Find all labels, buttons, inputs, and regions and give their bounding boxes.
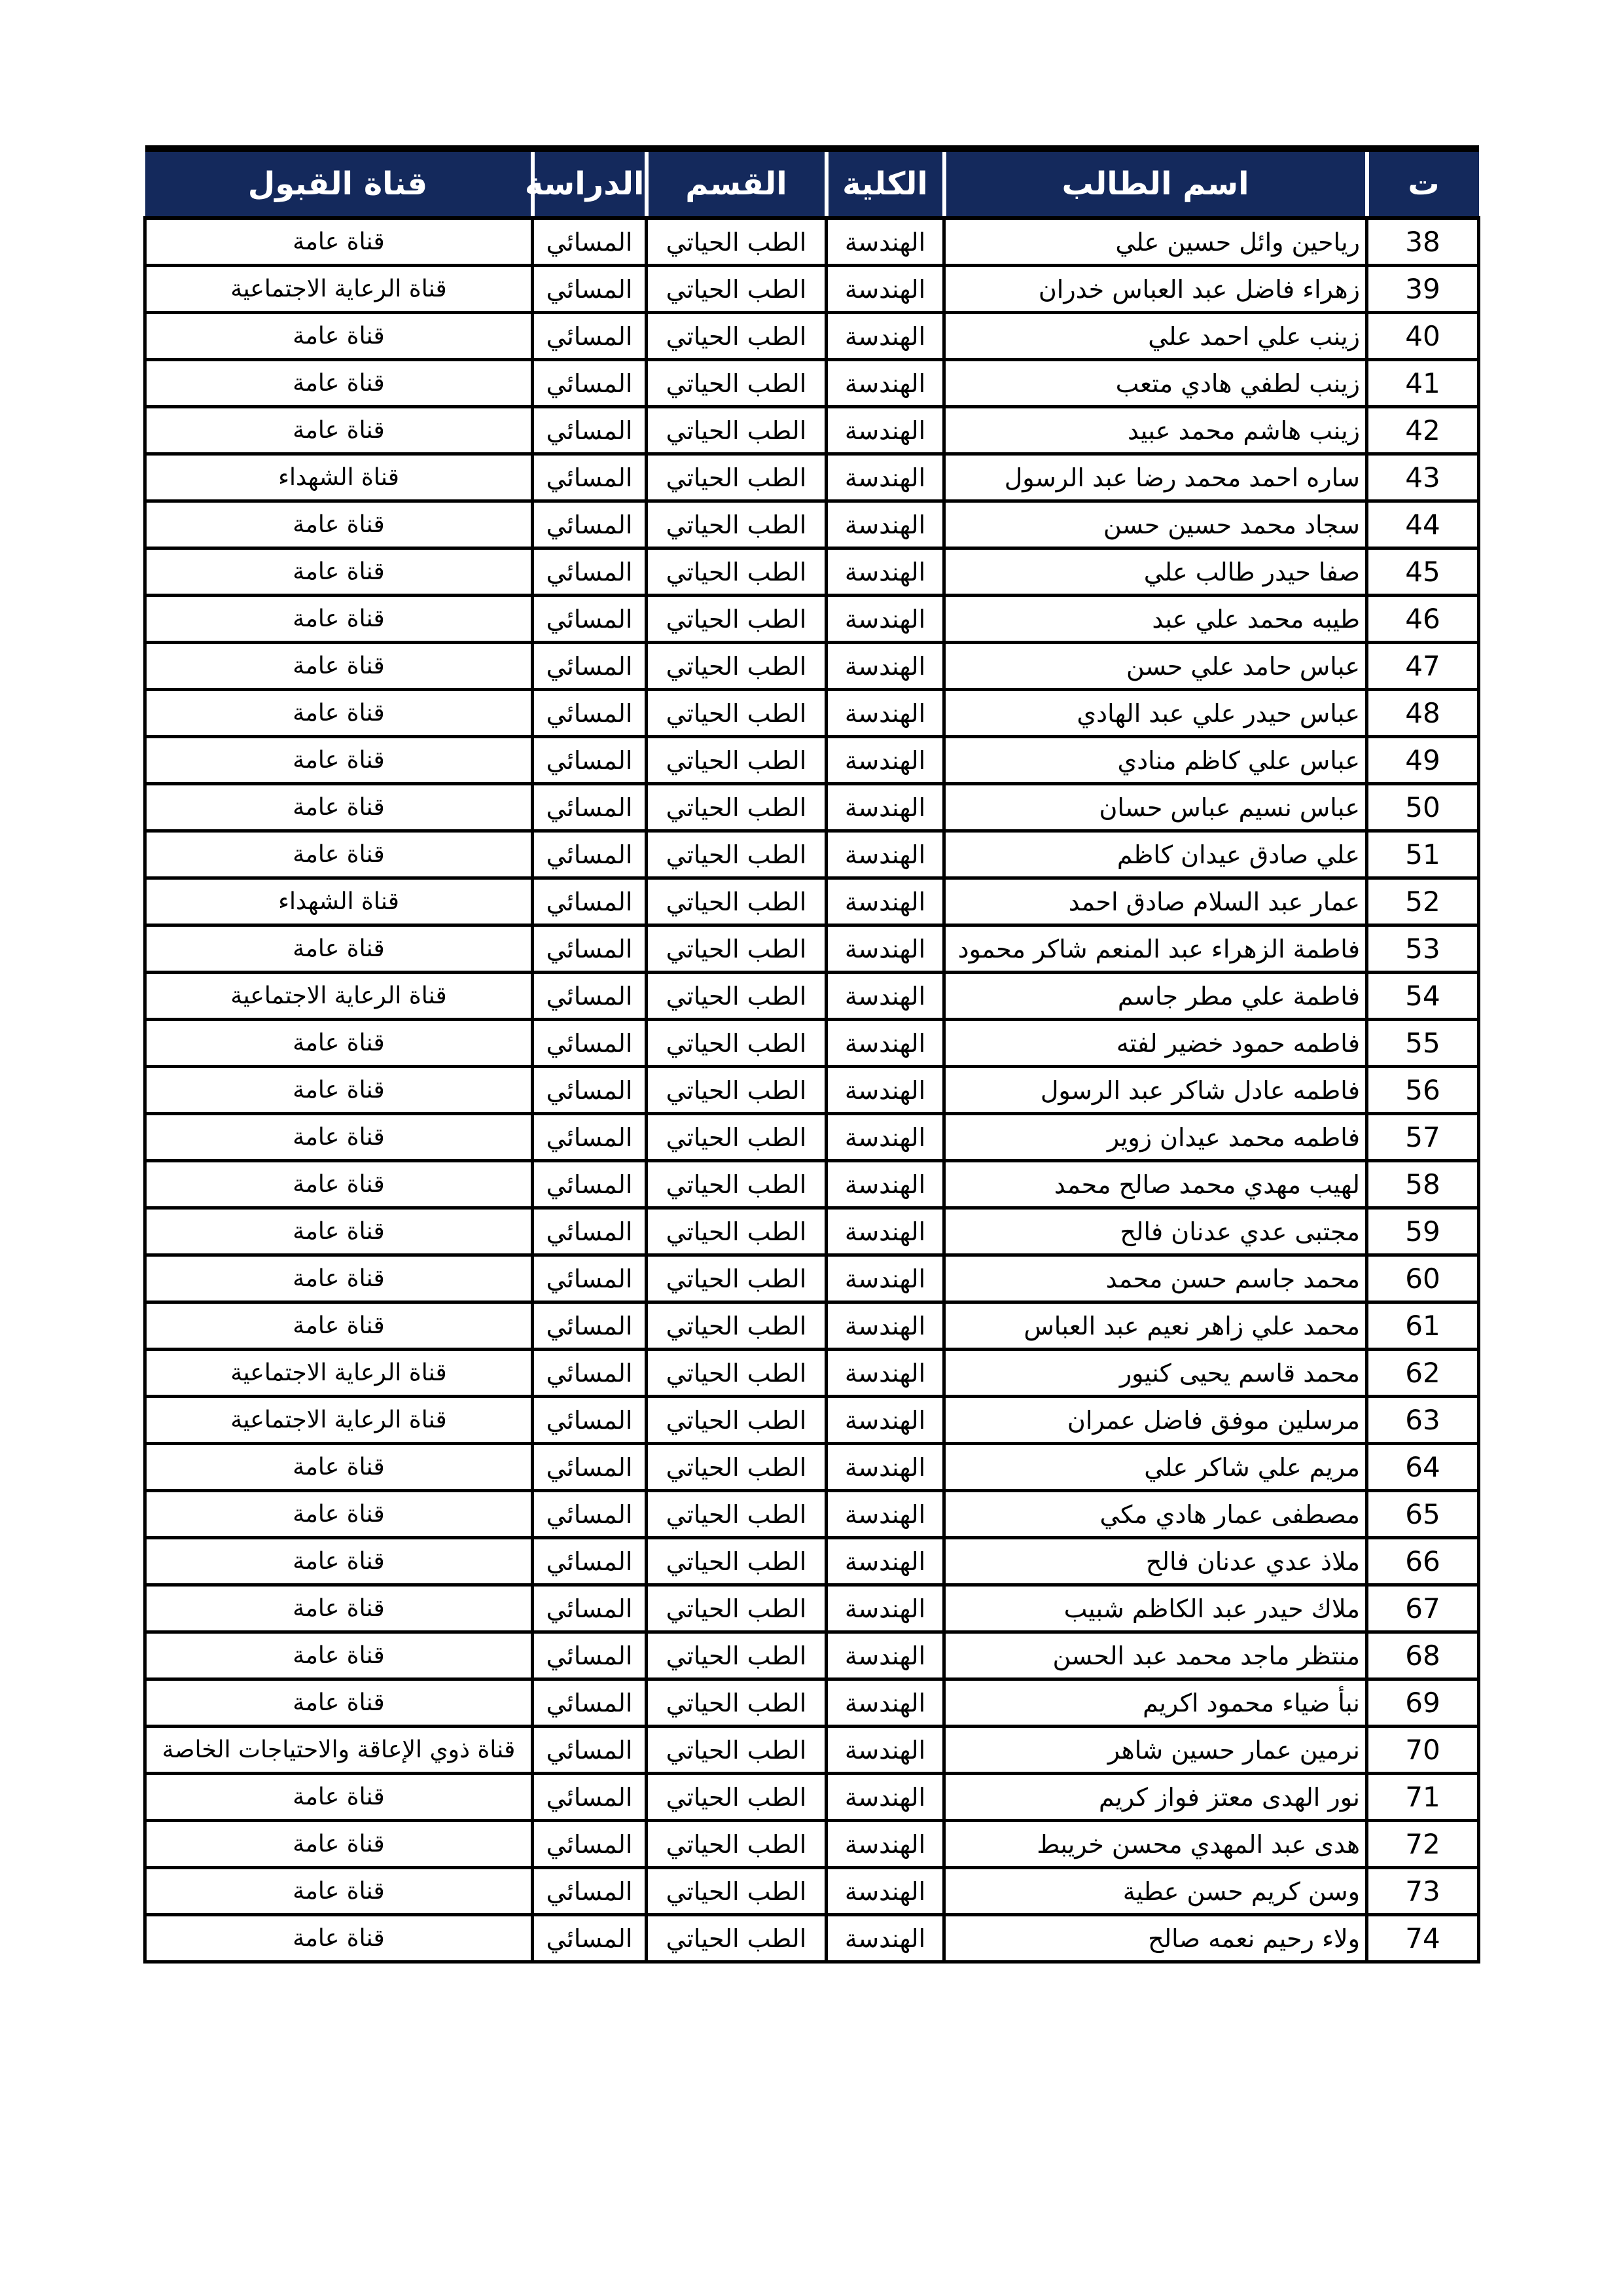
cell-dept: الطب الحياتي [647,1632,827,1679]
cell-no: 43 [1367,454,1479,501]
table-row [145,1067,1479,1114]
cell-dept: الطب الحياتي [647,266,827,313]
cell-student-name: محمد علي زاهر نعيم عبد العباس [944,1302,1367,1350]
cell-no: 41 [1367,360,1479,407]
cell-channel: قناة عامة [145,1585,533,1632]
cell-student-name: فاطمه عادل شاكر عبد الرسول [944,1067,1367,1114]
cell-dept: الطب الحياتي [647,1915,827,1962]
cell-college: الهندسة [827,831,944,878]
cell-dept: الطب الحياتي [647,643,827,690]
cell-no: 50 [1367,784,1479,831]
cell-student-name: فاطمه حمود خضير لفته [944,1020,1367,1067]
cell-dept: الطب الحياتي [647,218,827,266]
cell-study: المسائي [533,1727,647,1774]
table-row [145,1821,1479,1868]
cell-college: الهندسة [827,973,944,1020]
table-row [145,1161,1479,1208]
cell-no: 53 [1367,925,1479,973]
cell-college: الهندسة [827,1585,944,1632]
cell-student-name: ساره احمد محمد رضا عبد الرسول [944,454,1367,501]
cell-no: 71 [1367,1774,1479,1821]
cell-dept: الطب الحياتي [647,1255,827,1302]
cell-channel: قناة عامة [145,501,533,548]
table-row [145,1350,1479,1397]
table-row [145,1302,1479,1350]
cell-college: الهندسة [827,1915,944,1962]
cell-channel: قناة عامة [145,1161,533,1208]
cell-dept: الطب الحياتي [647,1208,827,1255]
cell-dept: الطب الحياتي [647,925,827,973]
cell-college: الهندسة [827,1868,944,1915]
table-row [145,784,1479,831]
cell-student-name: مرسلين موفق فاضل عمران [944,1397,1367,1444]
cell-no: 63 [1367,1397,1479,1444]
cell-dept: الطب الحياتي [647,831,827,878]
cell-channel: قناة عامة [145,1114,533,1161]
cell-no: 73 [1367,1868,1479,1915]
cell-college: الهندسة [827,596,944,643]
header-cell-dept: القسم [647,149,827,218]
cell-study: المسائي [533,1114,647,1161]
cell-channel: قناة عامة [145,1491,533,1538]
cell-college: الهندسة [827,1679,944,1727]
table-row [145,313,1479,360]
cell-college: الهندسة [827,501,944,548]
cell-channel: قناة عامة [145,643,533,690]
cell-student-name: طيبه محمد علي عبد [944,596,1367,643]
cell-no: 69 [1367,1679,1479,1727]
cell-study: المسائي [533,1020,647,1067]
cell-no: 70 [1367,1727,1479,1774]
cell-dept: الطب الحياتي [647,360,827,407]
cell-dept: الطب الحياتي [647,1727,827,1774]
cell-study: المسائي [533,548,647,596]
cell-student-name: صفا حيدر طالب علي [944,548,1367,596]
table-row [145,831,1479,878]
cell-college: الهندسة [827,1255,944,1302]
cell-no: 57 [1367,1114,1479,1161]
cell-dept: الطب الحياتي [647,1538,827,1585]
table-row [145,1020,1479,1067]
table-row [145,925,1479,973]
cell-college: الهندسة [827,1444,944,1491]
cell-dept: الطب الحياتي [647,407,827,454]
cell-student-name: هدى عبد المهدي محسن خريبط [944,1821,1367,1868]
cell-student-name: فاطمة علي مطر جاسم [944,973,1367,1020]
cell-study: المسائي [533,737,647,784]
table-row [145,1774,1479,1821]
cell-channel: قناة عامة [145,1255,533,1302]
cell-channel: قناة الرعاية الاجتماعية [145,1397,533,1444]
cell-study: المسائي [533,784,647,831]
cell-no: 44 [1367,501,1479,548]
cell-no: 46 [1367,596,1479,643]
cell-college: الهندسة [827,1821,944,1868]
cell-college: الهندسة [827,925,944,973]
cell-dept: الطب الحياتي [647,1444,827,1491]
table-row [145,360,1479,407]
cell-college: الهندسة [827,1114,944,1161]
cell-channel: قناة عامة [145,407,533,454]
cell-student-name: مجتبى عدي عدنان فالح [944,1208,1367,1255]
cell-student-name: عباس نسيم عباس حسان [944,784,1367,831]
cell-channel: قناة الرعاية الاجتماعية [145,1350,533,1397]
cell-dept: الطب الحياتي [647,1821,827,1868]
cell-channel: قناة عامة [145,1302,533,1350]
cell-no: 59 [1367,1208,1479,1255]
cell-study: المسائي [533,407,647,454]
cell-college: الهندسة [827,737,944,784]
table-row [145,1915,1479,1962]
cell-no: 49 [1367,737,1479,784]
cell-channel: قناة الشهداء [145,878,533,925]
cell-no: 42 [1367,407,1479,454]
cell-student-name: لهيب مهدي محمد صالح محمد [944,1161,1367,1208]
cell-study: المسائي [533,218,647,266]
cell-no: 54 [1367,973,1479,1020]
cell-study: المسائي [533,1632,647,1679]
cell-dept: الطب الحياتي [647,548,827,596]
cell-dept: الطب الحياتي [647,1585,827,1632]
cell-study: المسائي [533,1915,647,1962]
cell-student-name: نبأ ضياء محمود اكريم [944,1679,1367,1727]
table-row [145,643,1479,690]
cell-college: الهندسة [827,878,944,925]
cell-study: المسائي [533,1868,647,1915]
cell-student-name: مصطفى عمار هادي مكي [944,1491,1367,1538]
table-row [145,266,1479,313]
cell-dept: الطب الحياتي [647,1350,827,1397]
table-row [145,1679,1479,1727]
cell-dept: الطب الحياتي [647,1161,827,1208]
cell-college: الهندسة [827,218,944,266]
cell-no: 56 [1367,1067,1479,1114]
cell-college: الهندسة [827,1302,944,1350]
cell-college: الهندسة [827,454,944,501]
cell-study: المسائي [533,1821,647,1868]
table-row [145,878,1479,925]
table-header [145,149,1479,218]
cell-study: المسائي [533,1067,647,1114]
table-row [145,407,1479,454]
cell-no: 40 [1367,313,1479,360]
table-row [145,1727,1479,1774]
header-cell-study: الدراسة [533,149,647,218]
cell-student-name: فاطمه محمد عيدان زوير [944,1114,1367,1161]
cell-dept: الطب الحياتي [647,973,827,1020]
cell-college: الهندسة [827,313,944,360]
cell-channel: قناة عامة [145,1208,533,1255]
header-row [145,149,1479,218]
cell-no: 39 [1367,266,1479,313]
cell-student-name: رياحين وائل حسين علي [944,218,1367,266]
cell-channel: قناة عامة [145,218,533,266]
cell-college: الهندسة [827,1538,944,1585]
cell-college: الهندسة [827,360,944,407]
cell-dept: الطب الحياتي [647,501,827,548]
table-row [145,1868,1479,1915]
cell-student-name: زينب علي احمد علي [944,313,1367,360]
table-row [145,454,1479,501]
cell-dept: الطب الحياتي [647,737,827,784]
cell-student-name: نرمين عمار حسين شاهر [944,1727,1367,1774]
cell-no: 65 [1367,1491,1479,1538]
cell-channel: قناة عامة [145,784,533,831]
table-row [145,1444,1479,1491]
table-row [145,1114,1479,1161]
cell-college: الهندسة [827,1491,944,1538]
cell-study: المسائي [533,1350,647,1397]
cell-no: 66 [1367,1538,1479,1585]
cell-study: المسائي [533,1585,647,1632]
cell-student-name: نور الهدى معتز فواز كريم [944,1774,1367,1821]
cell-college: الهندسة [827,548,944,596]
students-table [143,145,1480,1964]
cell-study: المسائي [533,1491,647,1538]
cell-student-name: مريم علي شاكر علي [944,1444,1367,1491]
cell-study: المسائي [533,1774,647,1821]
cell-no: 68 [1367,1632,1479,1679]
cell-dept: الطب الحياتي [647,878,827,925]
cell-college: الهندسة [827,407,944,454]
cell-student-name: وسن كريم حسن عطية [944,1868,1367,1915]
cell-dept: الطب الحياتي [647,1491,827,1538]
header-cell-college: الكلية [827,149,944,218]
cell-no: 38 [1367,218,1479,266]
cell-student-name: عباس حيدر علي عبد الهادي [944,690,1367,737]
cell-channel: قناة عامة [145,1821,533,1868]
cell-college: الهندسة [827,266,944,313]
cell-student-name: ملاذ عدي عدنان فالح [944,1538,1367,1585]
table-row [145,1397,1479,1444]
table-row [145,737,1479,784]
cell-student-name: ولاء رحيم نعمه صالح [944,1915,1367,1962]
cell-no: 48 [1367,690,1479,737]
table-row [145,1255,1479,1302]
cell-college: الهندسة [827,1208,944,1255]
cell-channel: قناة عامة [145,1915,533,1962]
cell-dept: الطب الحياتي [647,1020,827,1067]
cell-channel: قناة عامة [145,737,533,784]
header-cell-name: اسم الطالب [944,149,1367,218]
cell-college: الهندسة [827,1020,944,1067]
cell-dept: الطب الحياتي [647,1114,827,1161]
cell-college: الهندسة [827,1067,944,1114]
cell-student-name: منتظر ماجد محمد عبد الحسن [944,1632,1367,1679]
table-row [145,1632,1479,1679]
cell-student-name: عمار عبد السلام صادق احمد [944,878,1367,925]
cell-no: 58 [1367,1161,1479,1208]
cell-dept: الطب الحياتي [647,1397,827,1444]
cell-college: الهندسة [827,1397,944,1444]
cell-student-name: محمد قاسم يحيى كنيور [944,1350,1367,1397]
cell-dept: الطب الحياتي [647,454,827,501]
cell-study: المسائي [533,360,647,407]
cell-study: المسائي [533,878,647,925]
table-row [145,973,1479,1020]
cell-channel: قناة عامة [145,1774,533,1821]
cell-no: 64 [1367,1444,1479,1491]
table-row [145,1208,1479,1255]
cell-student-name: عباس علي كاظم منادي [944,737,1367,784]
cell-study: المسائي [533,596,647,643]
cell-study: المسائي [533,1397,647,1444]
header-cell-no: ت [1367,149,1479,218]
cell-no: 62 [1367,1350,1479,1397]
cell-study: المسائي [533,1302,647,1350]
cell-channel: قناة عامة [145,1679,533,1727]
cell-study: المسائي [533,925,647,973]
cell-study: المسائي [533,1679,647,1727]
cell-college: الهندسة [827,1161,944,1208]
cell-channel: قناة عامة [145,1632,533,1679]
table-row [145,1491,1479,1538]
cell-student-name: زينب هاشم محمد عبيد [944,407,1367,454]
students-table-container [147,145,1480,1964]
cell-channel: قناة الرعاية الاجتماعية [145,266,533,313]
cell-channel: قناة عامة [145,831,533,878]
cell-student-name: علي صادق عيدان كاظم [944,831,1367,878]
cell-channel: قناة عامة [145,313,533,360]
cell-college: الهندسة [827,1774,944,1821]
table-body [145,218,1479,1962]
cell-student-name: سجاد محمد حسين حسن [944,501,1367,548]
cell-study: المسائي [533,1444,647,1491]
cell-college: الهندسة [827,1350,944,1397]
cell-college: الهندسة [827,1727,944,1774]
cell-channel: قناة عامة [145,1444,533,1491]
cell-channel: قناة الرعاية الاجتماعية [145,973,533,1020]
cell-college: الهندسة [827,784,944,831]
cell-no: 52 [1367,878,1479,925]
cell-study: المسائي [533,1255,647,1302]
cell-student-name: زينب لطفي هادي متعب [944,360,1367,407]
header-cell-channel: قناة القبول [145,149,533,218]
cell-student-name: ملاك حيدر عبد الكاظم شبيب [944,1585,1367,1632]
cell-no: 61 [1367,1302,1479,1350]
cell-student-name: عباس حامد علي حسن [944,643,1367,690]
cell-channel: قناة ذوي الإعاقة والاحتياجات الخاصة [145,1727,533,1774]
cell-dept: الطب الحياتي [647,596,827,643]
cell-student-name: زهراء فاضل عبد العباس خدران [944,266,1367,313]
cell-no: 45 [1367,548,1479,596]
cell-channel: قناة عامة [145,690,533,737]
cell-study: المسائي [533,690,647,737]
table-row [145,1585,1479,1632]
cell-college: الهندسة [827,643,944,690]
cell-study: المسائي [533,973,647,1020]
cell-dept: الطب الحياتي [647,1302,827,1350]
cell-channel: قناة عامة [145,1020,533,1067]
cell-dept: الطب الحياتي [647,690,827,737]
cell-no: 72 [1367,1821,1479,1868]
cell-study: المسائي [533,643,647,690]
table-row [145,548,1479,596]
cell-student-name: محمد جاسم حسن محمد [944,1255,1367,1302]
cell-no: 74 [1367,1915,1479,1962]
cell-channel: قناة عامة [145,925,533,973]
cell-channel: قناة الشهداء [145,454,533,501]
cell-dept: الطب الحياتي [647,1067,827,1114]
cell-study: المسائي [533,501,647,548]
table-row [145,596,1479,643]
cell-study: المسائي [533,1208,647,1255]
cell-no: 67 [1367,1585,1479,1632]
cell-channel: قناة عامة [145,360,533,407]
table-row [145,218,1479,266]
cell-student-name: فاطمة الزهراء عبد المنعم شاكر محمود [944,925,1367,973]
cell-no: 55 [1367,1020,1479,1067]
cell-study: المسائي [533,266,647,313]
cell-no: 60 [1367,1255,1479,1302]
table-row [145,1538,1479,1585]
cell-channel: قناة عامة [145,548,533,596]
cell-channel: قناة عامة [145,1067,533,1114]
table-row [145,501,1479,548]
cell-channel: قناة عامة [145,1538,533,1585]
cell-college: الهندسة [827,690,944,737]
cell-dept: الطب الحياتي [647,1868,827,1915]
table-row [145,690,1479,737]
cell-study: المسائي [533,454,647,501]
cell-no: 51 [1367,831,1479,878]
cell-channel: قناة عامة [145,1868,533,1915]
cell-dept: الطب الحياتي [647,313,827,360]
cell-study: المسائي [533,1161,647,1208]
cell-no: 47 [1367,643,1479,690]
cell-channel: قناة عامة [145,596,533,643]
cell-study: المسائي [533,313,647,360]
cell-college: الهندسة [827,1632,944,1679]
cell-study: المسائي [533,1538,647,1585]
cell-study: المسائي [533,831,647,878]
cell-dept: الطب الحياتي [647,784,827,831]
cell-dept: الطب الحياتي [647,1679,827,1727]
cell-dept: الطب الحياتي [647,1774,827,1821]
